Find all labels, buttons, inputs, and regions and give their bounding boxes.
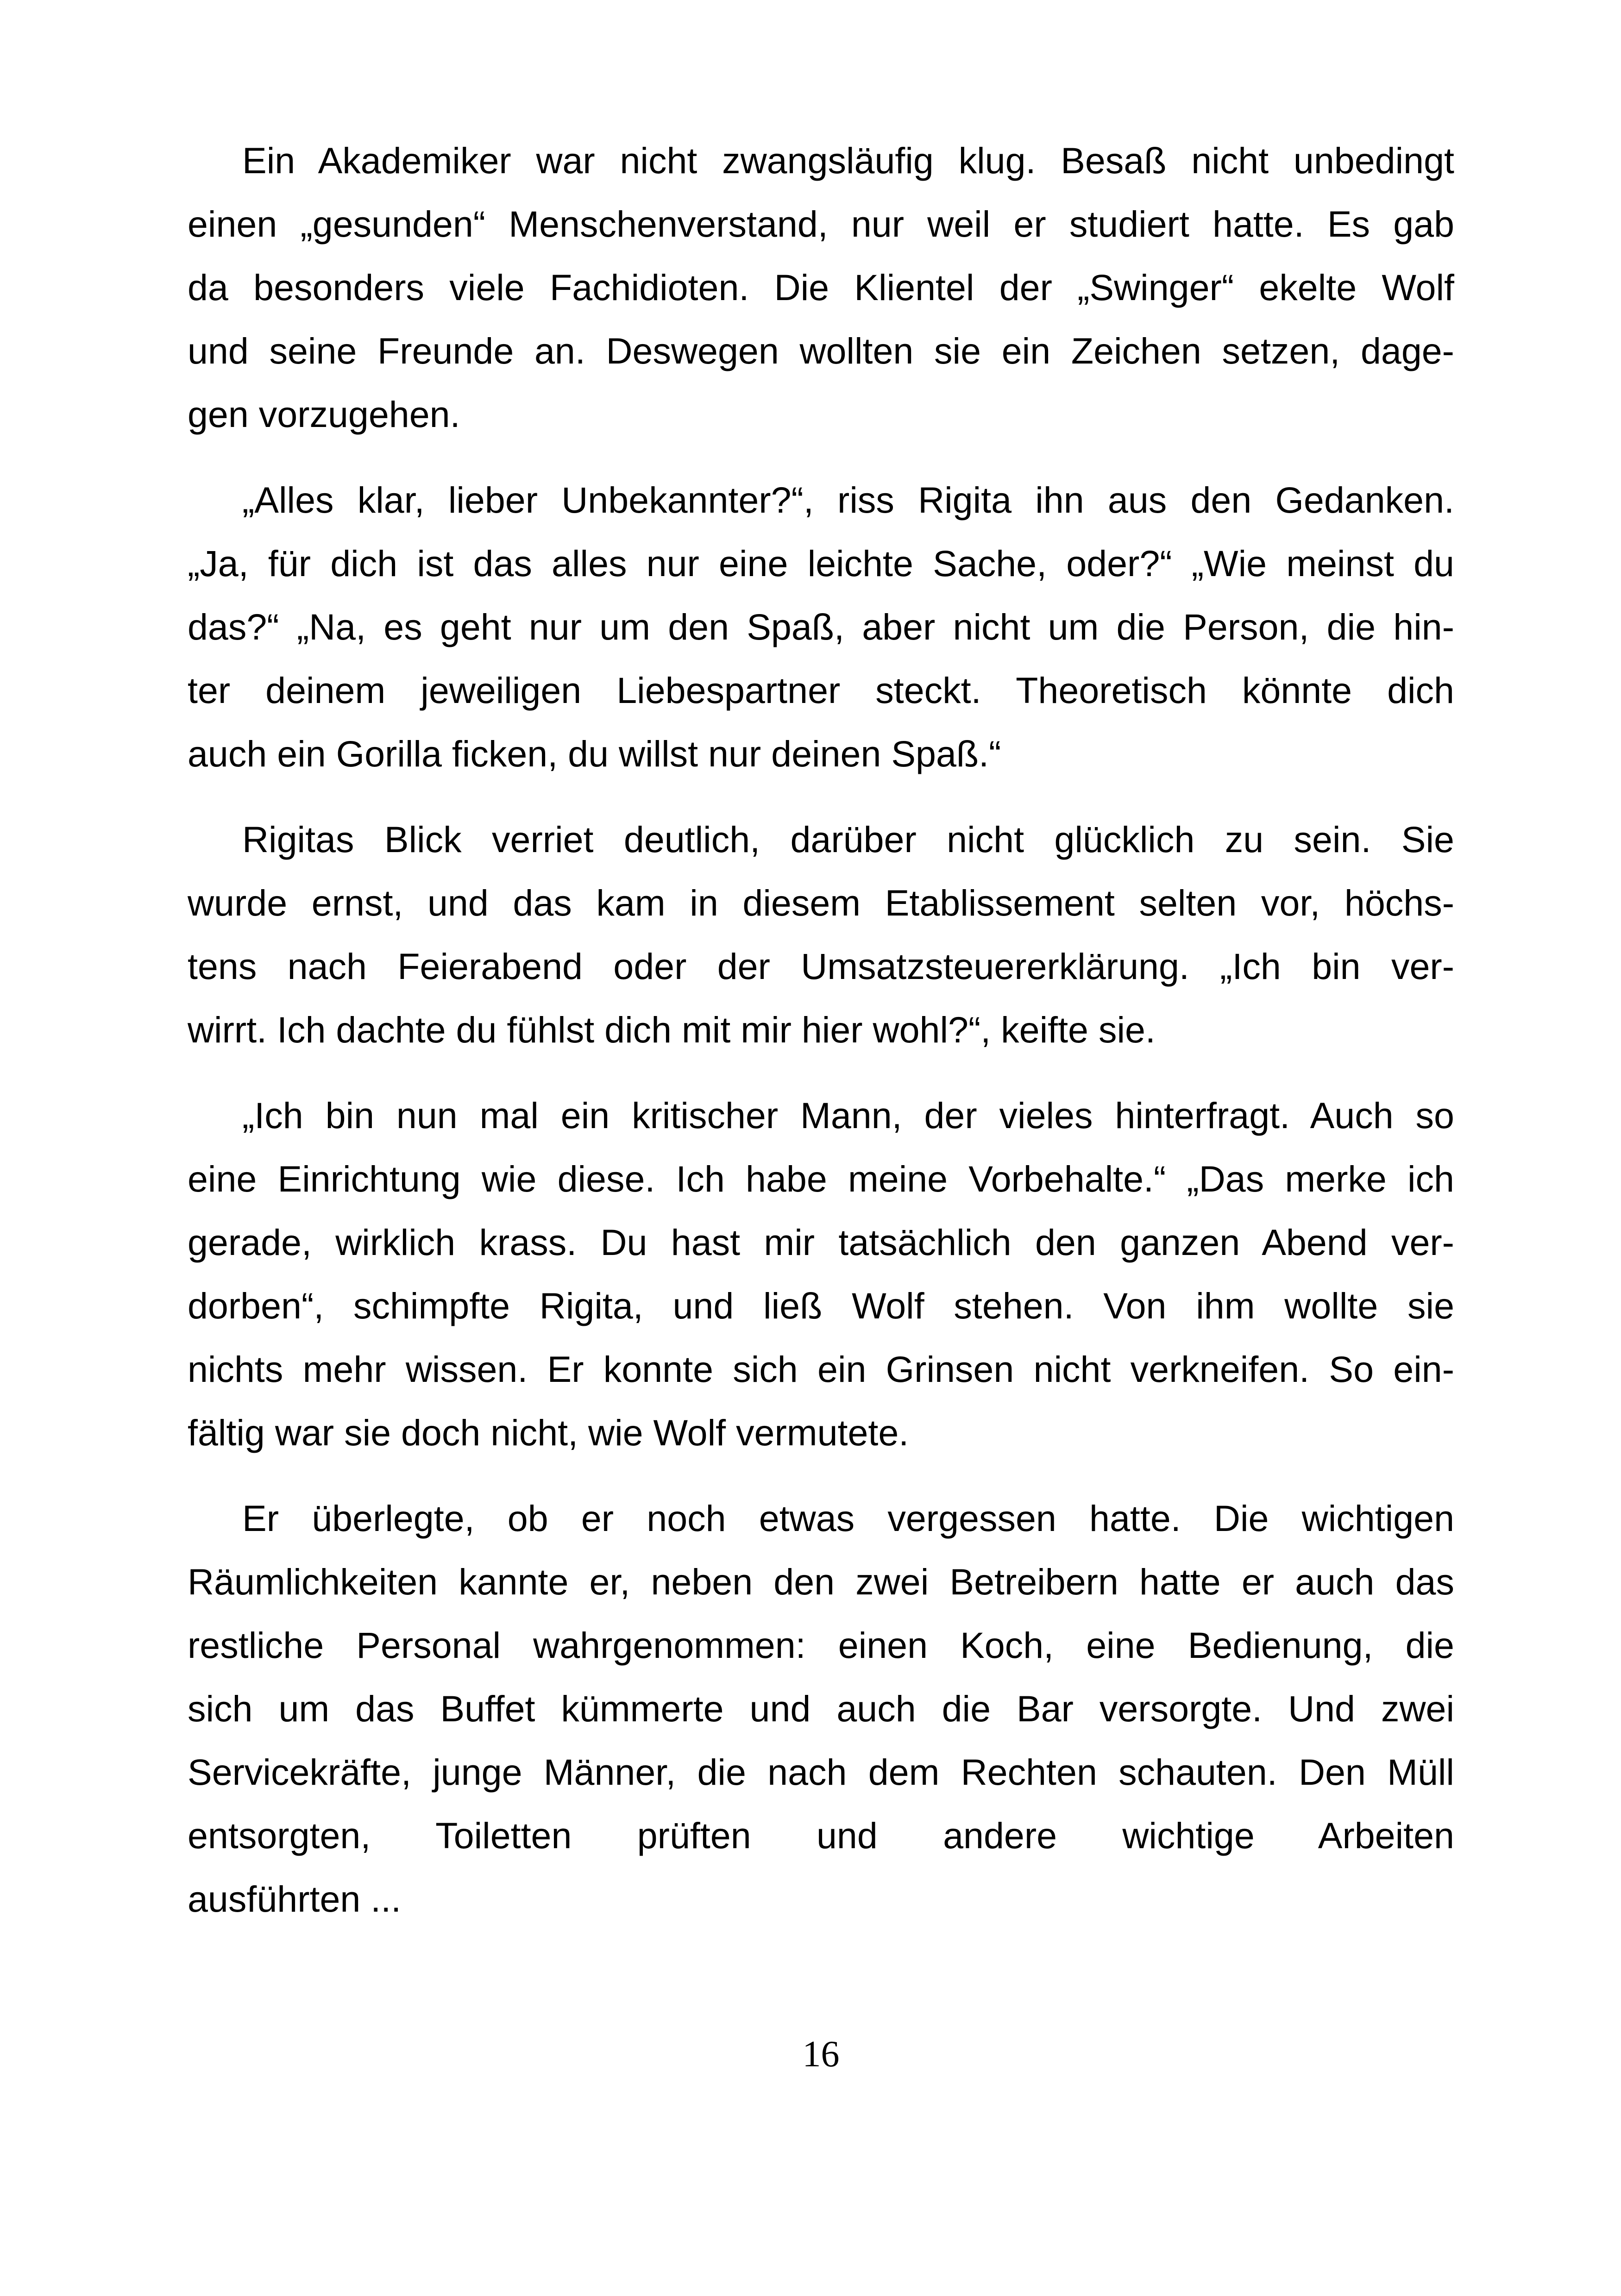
text-line: und seine Freunde an. Deswegen wollten sie ein Zeichen setzen, dage-	[188, 330, 1454, 371]
text-line: entsorgten, Toiletten prüften und andere wichtige Arbeiten	[188, 1815, 1454, 1856]
paragraph	[188, 468, 1454, 785]
text-line: ausführten ...	[188, 1878, 402, 1920]
text-line: restliche Personal wahrgenommen: einen Koch, eine Bedienung, die	[188, 1625, 1454, 1666]
paragraph	[188, 1487, 1454, 1931]
text-line: Räumlichkeiten kannte er, neben den zwei Betreibern hatte er auch das	[188, 1561, 1454, 1602]
text-line: Servicekräfte, junge Männer, die nach dem Rechten schauten. Den Müll	[188, 1751, 1454, 1793]
text-line: wirrt. Ich dachte du fühlst dich mit mir hier wohl?“, keifte sie.	[188, 1009, 1156, 1050]
text-line: „Ich bin nun mal ein kritischer Mann, der vieles hinterfragt. Auch so	[242, 1095, 1454, 1136]
text-line: ter deinem jeweiligen Liebespartner steckt. Theoretisch könnte dich	[188, 670, 1454, 711]
text-line: auch ein Gorilla ficken, du willst nur deinen Spaß.“	[188, 733, 1001, 774]
text-column	[188, 129, 1454, 1953]
text-line: da besonders viele Fachidioten. Die Klientel der „Swinger“ ekelte Wolf	[188, 267, 1454, 308]
text-line: tens nach Feierabend oder der Umsatzsteuererklärung. „Ich bin ver-	[188, 946, 1454, 987]
text-line: Ein Akademiker war nicht zwangsläufig klug. Besaß nicht unbedingt	[242, 140, 1454, 181]
paragraph	[188, 1084, 1454, 1464]
text-line: gen vorzugehen.	[188, 394, 460, 435]
paragraph	[188, 129, 1454, 446]
text-line: wurde ernst, und das kam in diesem Etablissement selten vor, höchs-	[188, 882, 1454, 923]
text-line: „Alles klar, lieber Unbekannter?“, riss Rigita ihn aus den Gedanken.	[242, 479, 1454, 521]
text-line: dorben“, schimpfte Rigita, und ließ Wolf stehen. Von ihm wollte sie	[188, 1285, 1454, 1326]
text-line: Er überlegte, ob er noch etwas vergessen hatte. Die wichtigen	[242, 1498, 1454, 1539]
text-line: fältig war sie doch nicht, wie Wolf vermutete.	[188, 1412, 909, 1453]
page-number: 16	[802, 2034, 840, 2075]
text-line: das?“ „Na, es geht nur um den Spaß, aber nicht um die Person, die hin-	[188, 606, 1454, 647]
text-line: einen „gesunden“ Menschenverstand, nur weil er studiert hatte. Es gab	[188, 203, 1454, 245]
text-line: sich um das Buffet kümmerte und auch die Bar versorgte. Und zwei	[188, 1688, 1454, 1729]
text-line: „Ja, für dich ist das alles nur eine leichte Sache, oder?“ „Wie meinst du	[188, 543, 1454, 584]
paragraph	[188, 808, 1454, 1061]
text-line: nichts mehr wissen. Er konnte sich ein Grinsen nicht verkneifen. So ein-	[188, 1349, 1454, 1390]
text-line: gerade, wirklich krass. Du hast mir tatsächlich den ganzen Abend ver-	[188, 1222, 1454, 1263]
text-line: eine Einrichtung wie diese. Ich habe meine Vorbehalte.“ „Das merke ich	[188, 1158, 1454, 1199]
text-line: Rigitas Blick verriet deutlich, darüber nicht glücklich zu sein. Sie	[242, 819, 1454, 860]
